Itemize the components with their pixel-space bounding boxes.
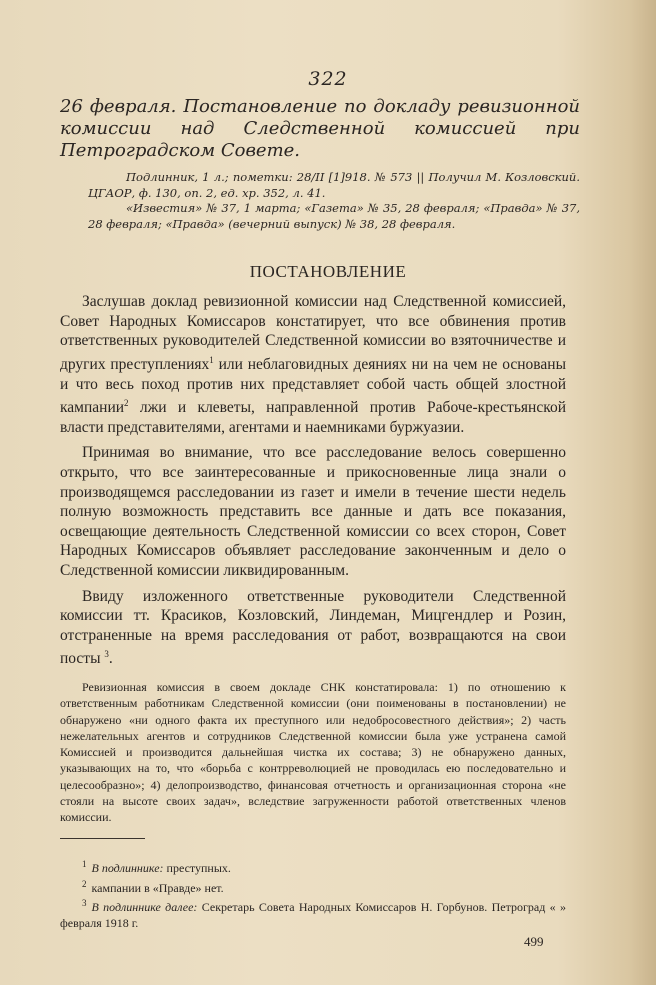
archival-source-note [88, 170, 580, 232]
running-page-number: 322 [308, 68, 348, 90]
source-note-publications: «Известия» № 37, 1 марта; «Газета» № 35, 28 февраля; «Правда» № 37, 28 февраля; «Правда» (вечерний выпуск) № 38, 28 февраля. [88, 201, 580, 231]
page-number: 499 [524, 934, 544, 949]
footnote: $^2$ кампании в «Правде» нет. [82, 878, 224, 895]
footnotes [60, 857, 566, 931]
resolution-body [60, 292, 566, 675]
body-paragraph: Заслушав доклад ревизионной комиссии над Следственной комиссией, Совет Народных Комиссаров констатирует, что все обвинения против ответственных руководителей Следственной комиссии во взяточничестве и других преступлениях$^1$ или неблаговидных деяниях ни на чем не основаны и что весь поход против них представляет собой часть общей злостной кампании$^2$ лжи и клеветы, направленной против Рабоче-крестьянской власти представителями, агентами и наемниками буржуазии. [60, 293, 566, 436]
source-note-archive: Подлинник, 1 л.; пометки: 28/II [1]918. № 573 || Получил М. Козловский. ЦГАОР, ф. 130, оп. 2, ед. хр. 352, л. 41. [88, 170, 580, 200]
footnote: $^3$ В подлиннике далее: Секретарь Совета Народных Комиссаров Н. Горбунов. Петроград « » февраля 1918 г. [60, 898, 566, 930]
body-paragraph: Принимая во внимание, что все расследование велось совершенно открыто, что все заинтересованные и прикосновенные лица знали о производящемся расследовании из газет и имели в течение шести недель полную возможность представить все данные и дать все показания, освещающие деятельность Следственной комиссии со всех сторон, Совет Народных Комиссаров объявляет расследование законченным и дело о Следственной комиссии ликвидированным. [60, 444, 566, 580]
footnote-ref: 1 [209, 354, 214, 365]
footnote-ref: 3 [104, 649, 109, 660]
footnote-ref: 2 [124, 398, 129, 409]
document-heading: 26 февраля. Постановление по докладу ревизионной комиссии над Следственной комиссией при Петроградском Совете. [60, 96, 580, 161]
footnote: $^1$ В подлиннике: преступных. [82, 859, 231, 875]
editorial-commentary: Ревизионная комиссия в своем докладе СНК констатировала: 1) по отношению к ответственным работникам Следственной комиссии (они поименованы в постановлении) не обнаружено «ни одного факта их преступного или недобросовестного действия»; 2) часть нежелательных агентов и сотрудников Следственной комиссии была уже устранена самой Комиссией и производится дальнейшая чистка их состава; 3) не обнаружено данных, указывающих на то, что «борьба с контрреволюцией не проводилась ею последовательно и целесообразно»; 4) делопроизводство, финансовая отчетность и организационная сторона «не стояли на высоте своих задач», вследствие загруженности работой ответственных членов комиссии. [60, 680, 566, 825]
body-paragraph: Ввиду изложенного ответственные руководители Следственной комиссии тт. Красиков, Козловский, Линдеман, Мицгендлер и Розин, отстраненные на время расследования от работ, возвращаются на свои посты $^3$. [60, 587, 566, 668]
section-title: ПОСТАНОВЛЕНИЕ [249, 262, 407, 281]
footnote-divider [60, 838, 145, 839]
